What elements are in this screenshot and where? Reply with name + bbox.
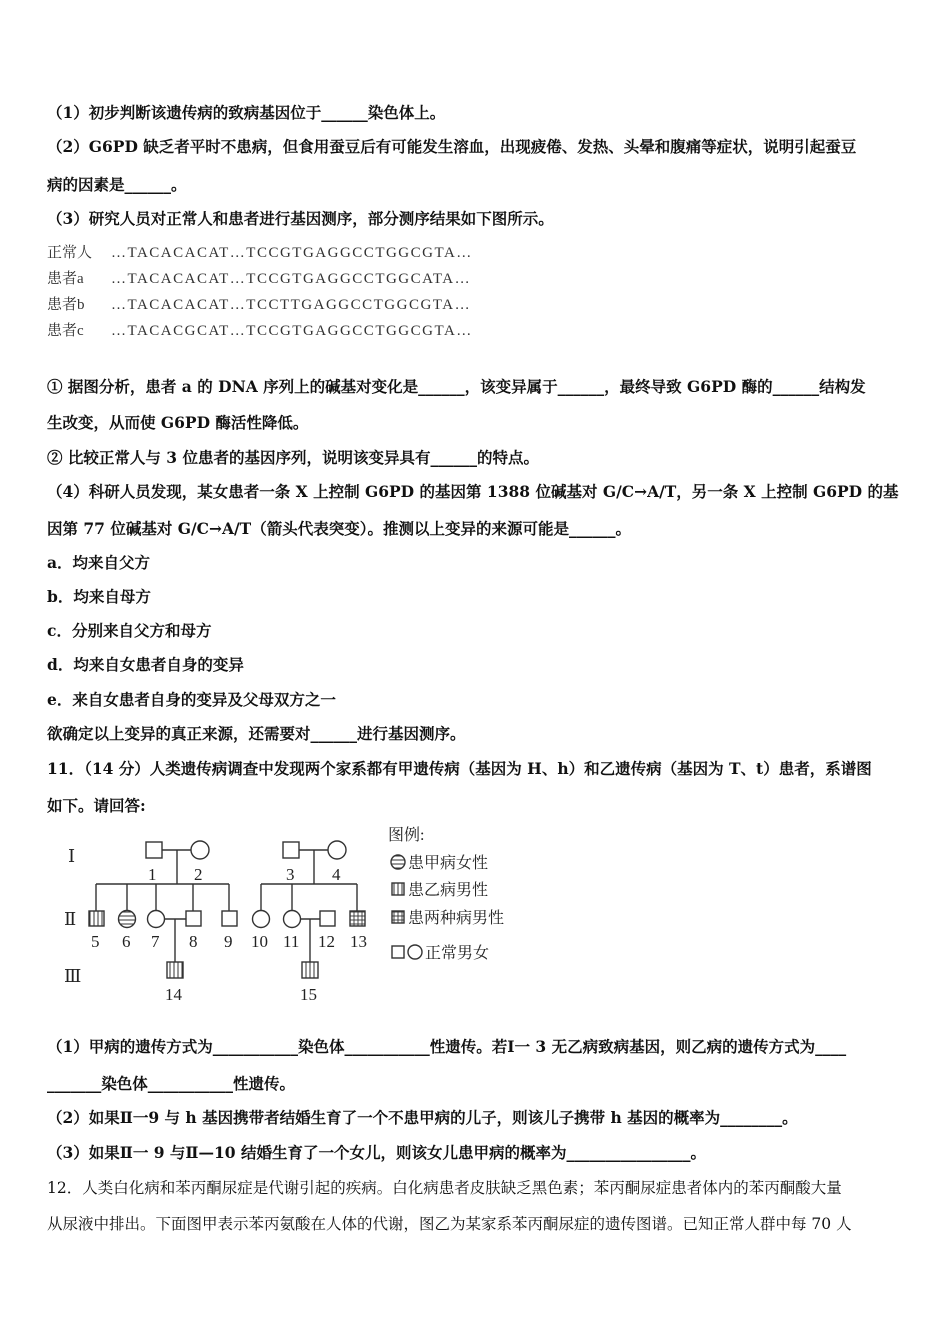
individual-number: 9: [224, 932, 233, 951]
sequence-label: 患者b: [47, 297, 85, 313]
legend-symbol-disease-b-male: [392, 883, 404, 895]
sequence-text: …TACACACAT…TCCGTGAGGCCTGGCGTA…: [111, 245, 473, 261]
legend-title: 图例:: [388, 827, 425, 844]
individual-number: 5: [91, 932, 100, 951]
q11-sub2: （2）如果Ⅱ一9 与 h 基因携带者结婚生育了一个不患甲病的儿子，则该儿子携带 h 基因的概率为________。: [47, 1108, 798, 1127]
individual-number: 8: [189, 932, 198, 951]
sequence-label: 患者c: [47, 323, 84, 339]
individual-number: 3: [286, 865, 295, 884]
sequence-row: [47, 293, 471, 314]
individual-11-female: [284, 911, 301, 928]
q10-part3-sub1-line1: ① 据图分析，患者 a 的 DNA 序列上的碱基对变化是______，该变异属于______，最终导致 G6PD 酶的______结构发: [47, 377, 866, 396]
q10-part2-line1: （2）G6PD 缺乏者平时不患病，但食用蚕豆后有可能发生溶血，出现疲倦、发热、头晕和腹痛等症状，说明引起蚕豆: [47, 137, 857, 156]
option-b: b．均来自母方: [47, 587, 151, 606]
sequence-row: [47, 267, 471, 288]
option-e: e．来自女患者自身的变异及父母双方之一: [47, 690, 336, 709]
q10-part1: （1）初步判断该遗传病的致病基因位于______染色体上。: [47, 103, 446, 122]
legend-symbol-disease-a-female: [391, 855, 405, 869]
q11-sub1-line2: _______染色体___________性遗传。: [47, 1074, 296, 1093]
individual-15-male-disease-b: [302, 962, 318, 978]
q12-line2: 从尿液中排出。下面图甲表示苯丙氨酸在人体的代谢，图乙为某家系苯丙酮尿症的遗传图谱。已知正常人群中每 70 人: [47, 1215, 852, 1233]
individual-number: 10: [251, 932, 268, 951]
individual-6-female-disease-a: [119, 911, 136, 928]
option-d: d．均来自女患者自身的变异: [47, 655, 244, 674]
individual-8-male: [186, 911, 201, 926]
individual-number: 15: [300, 985, 317, 1004]
legend-symbol-normal-female: [408, 945, 422, 959]
q10-part2-line2: 病的因素是______。: [47, 175, 187, 194]
pedigree-chart: [40, 822, 540, 1007]
individual-number: 11: [283, 932, 300, 951]
individual-13-male-both-diseases: [350, 911, 365, 926]
individual-number: 13: [350, 932, 367, 951]
option-c: c．分别来自父方和母方: [47, 621, 212, 640]
q11-heading-line2: 如下。请回答:: [47, 796, 146, 815]
legend-label-disease-b-male: 患乙病男性: [408, 882, 489, 899]
sequence-text: …TACACGCAT…TCCGTGAGGCCTGGCGTA…: [111, 323, 473, 339]
q10-part3: （3）研究人员对正常人和患者进行基因测序，部分测序结果如下图所示。: [47, 209, 554, 228]
sequence-text: …TACACACAT…TCCGTGAGGCCTGGCATA…: [111, 271, 472, 287]
individual-4-female: [328, 841, 346, 859]
legend-symbol-normal-male: [392, 946, 404, 958]
sequence-text: …TACACACAT…TCCTTGAGGCCTGGCGTA…: [111, 297, 472, 313]
generation-label: Ⅰ: [68, 846, 76, 866]
sequence-row: [47, 319, 473, 340]
q11-sub1-line1: （1）甲病的遗传方式为___________染色体___________性遗传。若Ⅰ一 3 无乙病致病基因，则乙病的遗传方式为____: [47, 1037, 847, 1056]
individual-3-male: [283, 842, 299, 858]
generation-label: Ⅲ: [64, 966, 82, 986]
individual-number: 6: [122, 932, 131, 951]
generation-label: Ⅱ: [64, 909, 77, 929]
legend-label-disease-a-female: 患甲病女性: [408, 855, 489, 872]
sequence-row: [47, 241, 473, 262]
q10-part4-line2: 因第 77 位碱基对 G/C→A/T（箭头代表突变）。推测以上变异的来源可能是______。: [47, 519, 631, 538]
individual-1-male: [146, 842, 162, 858]
q10-part4-line1: （4）科研人员发现，某女患者一条 X 上控制 G6PD 的基因第 1388 位碱基对 G/C→A/T，另一条 X 上控制 G6PD 的基: [47, 482, 899, 501]
individual-7-female: [148, 911, 165, 928]
individual-9-male: [222, 911, 237, 926]
individual-number: 4: [332, 865, 341, 884]
individual-5-male-disease-b: [89, 911, 104, 926]
option-a: a．均来自父方: [47, 553, 151, 572]
q11-heading-line1: 11．（14 分）人类遗传病调查中发现两个家系都有甲遗传病（基因为 H、h）和乙遗传病（基因为 T、t）患者，系谱图: [47, 759, 872, 778]
individual-12-male: [320, 911, 335, 926]
legend-label-both-diseases-male: 患两种病男性: [408, 910, 505, 927]
individual-14-male-disease-b: [167, 962, 183, 978]
individual-number: 12: [318, 932, 335, 951]
individual-number: 2: [194, 865, 203, 884]
individual-number: 14: [165, 985, 182, 1004]
individual-2-female: [191, 841, 209, 859]
individual-number: 1: [148, 865, 157, 884]
q11-sub3: （3）如果Ⅱ一 9 与Ⅱ—10 结婚生育了一个女儿，则该女儿患甲病的概率为________________。: [47, 1143, 706, 1162]
q10-part4-line3: 欲确定以上变异的真正来源，还需要对______进行基因测序。: [47, 724, 466, 743]
sequence-label: 患者a: [47, 271, 84, 287]
q10-part3-sub2: ② 比较正常人与 3 位患者的基因序列，说明该变异具有______的特点。: [47, 448, 539, 467]
q10-part3-sub1-line2: 生改变，从而使 G6PD 酶活性降低。: [47, 413, 309, 432]
legend-label-normal: 正常男女: [425, 945, 490, 962]
individual-10-female: [253, 911, 270, 928]
sequence-label: 正常人: [47, 245, 93, 261]
individual-number: 7: [151, 932, 160, 951]
legend-symbol-both-diseases-male: [392, 911, 404, 923]
q12-line1: 12．人类白化病和苯丙酮尿症是代谢引起的疾病。白化病患者皮肤缺乏黑色素；苯丙酮尿症患者体内的苯丙酮酸大量: [47, 1179, 842, 1197]
